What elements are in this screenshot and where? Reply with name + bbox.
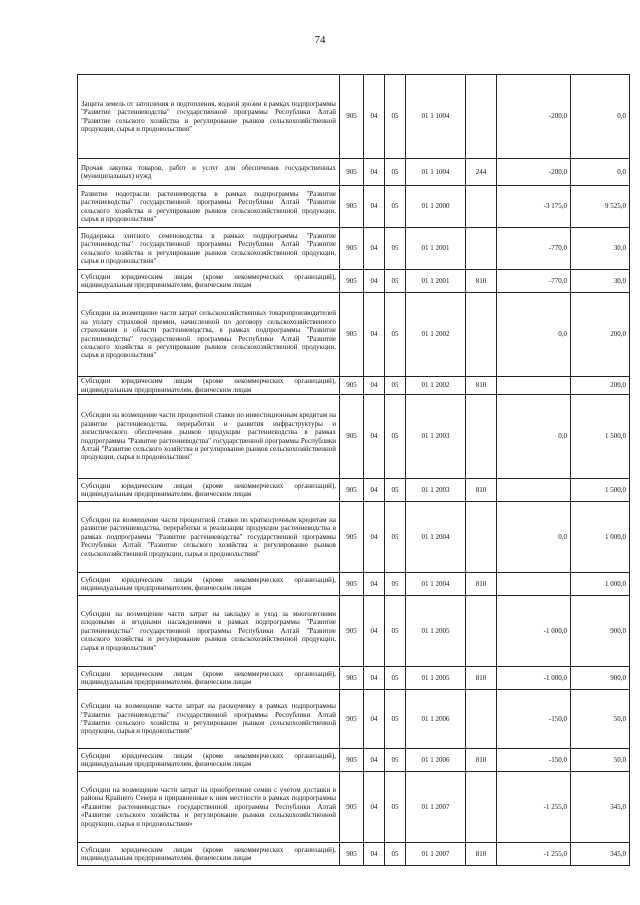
row-description: Поддержка элитного семеноводства в рамках подпрограммы "Развитие растениеводства" государственной программы Республики Алтай "Развитие сельского хозяйства и регулирование рынков сельскохозяйственной продукции, сырья и продовольствия" — [78, 228, 340, 270]
section-code: 04 — [364, 270, 385, 293]
section-code: 04 — [364, 293, 385, 377]
admin-code: 905 — [340, 270, 364, 293]
table-row — [78, 293, 630, 377]
table-row — [78, 186, 630, 228]
subsection-code: 05 — [385, 596, 406, 667]
row-description: Развитие подотрасли растениеводства в рамках подпрограммы "Развитие растениеводства" государственной программы Республики Алтай "Развитие сельского хозяйства и регулирование рынков сельскохозяйственной продукции, сырья и продовольствия" — [78, 186, 340, 228]
admin-code: 905 — [340, 749, 364, 772]
admin-code: 905 — [340, 667, 364, 690]
table-row — [78, 596, 630, 667]
section-code: 04 — [364, 690, 385, 749]
table-row — [78, 749, 630, 772]
admin-code: 905 — [340, 502, 364, 573]
row-description: Субсидии на возмещение части затрат сельскохозяйственных товаропроизводителей на уплату страховой премии, начисленной по договору сельскохозяйственного страхования в области растениеводства, в рамках подпрограммы "Развитие растениеводства" государственной программы Республики Алтай "Развитие сельского хозяйства и регулирование рынков сельскохозяйственной продукции, сырья и продовольствия" — [78, 293, 340, 377]
total-amount: 9 525,0 — [571, 186, 630, 228]
total-amount: 900,0 — [571, 596, 630, 667]
section-code: 04 — [364, 75, 385, 159]
total-amount: 50,0 — [571, 690, 630, 749]
subsection-code: 05 — [385, 667, 406, 690]
row-description: Субсидии юридическим лицам (кроме некоммерческих организаций), индивидуальным предпринимателям, физическим лицам — [78, 573, 340, 596]
target-article-code: 01 1 2006 — [406, 749, 466, 772]
table-row — [78, 772, 630, 843]
total-amount: 200,0 — [571, 293, 630, 377]
row-description: Субсидии юридическим лицам (кроме некоммерческих организаций), индивидуальным предпринимателям, физическим лицам — [78, 479, 340, 502]
total-amount: 900,0 — [571, 667, 630, 690]
row-description: Субсидии юридическим лицам (кроме некоммерческих организаций), индивидуальным предпринимателям, физическим лицам — [78, 749, 340, 772]
subsection-code: 05 — [385, 690, 406, 749]
table-row — [78, 377, 630, 395]
admin-code: 905 — [340, 228, 364, 270]
section-code: 04 — [364, 502, 385, 573]
expense-type-code: 810 — [466, 749, 497, 772]
admin-code: 905 — [340, 843, 364, 866]
total-amount: 1 500,0 — [571, 479, 630, 502]
admin-code: 905 — [340, 479, 364, 502]
target-article-code: 01 1 2005 — [406, 596, 466, 667]
total-amount: 30,0 — [571, 228, 630, 270]
section-code: 04 — [364, 749, 385, 772]
section-code: 04 — [364, 479, 385, 502]
change-amount — [497, 479, 571, 502]
expense-type-code — [466, 293, 497, 377]
admin-code: 905 — [340, 690, 364, 749]
subsection-code: 05 — [385, 749, 406, 772]
target-article-code: 01 1 2002 — [406, 293, 466, 377]
target-article-code: 01 1 2001 — [406, 270, 466, 293]
subsection-code: 05 — [385, 772, 406, 843]
target-article-code: 01 1 2007 — [406, 772, 466, 843]
total-amount: 50,0 — [571, 749, 630, 772]
subsection-code: 05 — [385, 843, 406, 866]
table-row — [78, 228, 630, 270]
change-amount: -1 255,0 — [497, 772, 571, 843]
change-amount: -1 000,0 — [497, 596, 571, 667]
table-row — [78, 573, 630, 596]
section-code: 04 — [364, 573, 385, 596]
subsection-code: 05 — [385, 479, 406, 502]
change-amount: -200,0 — [497, 75, 571, 159]
table-row — [78, 395, 630, 479]
total-amount: 0,0 — [571, 75, 630, 159]
target-article-code: 01 1 2004 — [406, 502, 466, 573]
target-article-code: 01 1 2006 — [406, 690, 466, 749]
target-article-code: 01 1 2003 — [406, 479, 466, 502]
section-code: 04 — [364, 186, 385, 228]
row-description: Субсидии юридическим лицам (кроме некоммерческих организаций), индивидуальным предпринимателям, физическим лицам — [78, 270, 340, 293]
change-amount: 0,0 — [497, 293, 571, 377]
admin-code: 905 — [340, 772, 364, 843]
table-body — [78, 75, 630, 866]
expense-type-code — [466, 502, 497, 573]
row-description: Субсидии на возмещение части затрат на приобретение семян с учетом доставки в районы Крайнего Севера и приравненные к ним местности в рамках подпрограммы «Развитие растениеводства» государственной программы Республики Алтай «Развитие сельского хозяйства и регулирование рынков сельскохозяйственной продукции, сырья и продовольствия» — [78, 772, 340, 843]
subsection-code: 05 — [385, 395, 406, 479]
subsection-code: 05 — [385, 228, 406, 270]
row-description: Защита земель от затопления и подтопления, водной эрозии в рамках подпрограммы "Развитие растениеводства" государственной программы Республики Алтай "Развитие сельского хозяйства и регулирование рынков сельскохозяйственной продукции, сырья и продовольствия" — [78, 75, 340, 159]
expense-type-code: 810 — [466, 667, 497, 690]
subsection-code: 05 — [385, 270, 406, 293]
expense-type-code: 810 — [466, 479, 497, 502]
target-article-code: 01 1 1004 — [406, 159, 466, 186]
target-article-code: 01 1 2003 — [406, 395, 466, 479]
change-amount: -200,0 — [497, 159, 571, 186]
admin-code: 905 — [340, 75, 364, 159]
total-amount: 1 000,0 — [571, 573, 630, 596]
row-description: Субсидии на возмещение части затрат на раскорчевку в рамках подпрограммы "Развитие растениеводства" государственной программы Республики Алтай "Развитие сельского хозяйства и регулирование рынков сельскохозяйственной продукции, сырья и продовольствия" — [78, 690, 340, 749]
change-amount — [497, 377, 571, 395]
target-article-code: 01 1 2007 — [406, 843, 466, 866]
section-code: 04 — [364, 159, 385, 186]
change-amount — [497, 573, 571, 596]
table-row — [78, 270, 630, 293]
section-code: 04 — [364, 596, 385, 667]
section-code: 04 — [364, 377, 385, 395]
expense-type-code — [466, 772, 497, 843]
section-code: 04 — [364, 395, 385, 479]
target-article-code: 01 1 2000 — [406, 186, 466, 228]
change-amount: -1 255,0 — [497, 843, 571, 866]
admin-code: 905 — [340, 186, 364, 228]
expense-type-code — [466, 596, 497, 667]
target-article-code: 01 1 2002 — [406, 377, 466, 395]
admin-code: 905 — [340, 573, 364, 596]
total-amount: 1 500,0 — [571, 395, 630, 479]
table-row — [78, 479, 630, 502]
row-description: Субсидии юридическим лицам (кроме некоммерческих организаций), индивидуальным предпринимателям, физическим лицам — [78, 667, 340, 690]
table-row — [78, 502, 630, 573]
subsection-code: 05 — [385, 186, 406, 228]
table-row — [78, 667, 630, 690]
target-article-code: 01 1 2004 — [406, 573, 466, 596]
target-article-code: 01 1 2001 — [406, 228, 466, 270]
admin-code: 905 — [340, 293, 364, 377]
admin-code: 905 — [340, 395, 364, 479]
change-amount: 0,0 — [497, 502, 571, 573]
row-description: Субсидии юридическим лицам (кроме некоммерческих организаций), индивидуальным предпринимателям, физическим лицам — [78, 377, 340, 395]
section-code: 04 — [364, 843, 385, 866]
subsection-code: 05 — [385, 75, 406, 159]
subsection-code: 05 — [385, 573, 406, 596]
expense-type-code: 244 — [466, 159, 497, 186]
total-amount: 1 000,0 — [571, 502, 630, 573]
row-description: Прочая закупка товаров, работ и услуг для обеспечения государственных (муниципальных) нужд — [78, 159, 340, 186]
target-article-code: 01 1 1004 — [406, 75, 466, 159]
table-row — [78, 75, 630, 159]
table-row — [78, 690, 630, 749]
change-amount: -770,0 — [497, 270, 571, 293]
change-amount: -150,0 — [497, 690, 571, 749]
total-amount: 30,0 — [571, 270, 630, 293]
admin-code: 905 — [340, 596, 364, 667]
row-description: Субсидии на возмещение части затрат на закладку и уход за многолетними плодовыми и ягодными насаждениями в рамках подпрограммы "Развитие растениеводства" государственной программы Республики Алтай "Развитие сельского хозяйства и регулирование рынков сельскохозяйственной продукции, сырья и продовольствия" — [78, 596, 340, 667]
admin-code: 905 — [340, 377, 364, 395]
row-description: Субсидии на возмещение части процентной ставки по краткосрочным кредитам на развитие растениеводства, переработки и реализации продукции растениеводства в рамках подпрограммы "Развитие растениеводства" государственной программы Республики Алтай "Развитие сельского хозяйства и регулирование рынков сельскохозяйственной продукции, сырья и продовольствия" — [78, 502, 340, 573]
target-article-code: 01 1 2005 — [406, 667, 466, 690]
section-code: 04 — [364, 667, 385, 690]
subsection-code: 05 — [385, 377, 406, 395]
change-amount: -3 175,0 — [497, 186, 571, 228]
subsection-code: 05 — [385, 159, 406, 186]
subsection-code: 05 — [385, 502, 406, 573]
change-amount: 0,0 — [497, 395, 571, 479]
subsection-code: 05 — [385, 293, 406, 377]
page-number: 74 — [314, 34, 326, 46]
row-description: Субсидии на возмещение части процентной ставки по инвестиционным кредитам на развитие растениеводства, переработки и развития инфраструктуры и логистического обеспечения рынков продукции растениеводства в рамках подпрограммы "Развитие растениеводства" государственной программы Республики Алтай "Развитие сельского хозяйства и регулирование рынков сельскохозяйственной продукции, сырья и продовольствия" — [78, 395, 340, 479]
expense-type-code: 810 — [466, 270, 497, 293]
total-amount: 0,0 — [571, 159, 630, 186]
expense-type-code — [466, 75, 497, 159]
expense-type-code — [466, 395, 497, 479]
expense-type-code: 810 — [466, 377, 497, 395]
row-description: Субсидии юридическим лицам (кроме некоммерческих организаций), индивидуальным предпринимателям, физическим лицам — [78, 843, 340, 866]
expense-type-code — [466, 186, 497, 228]
expense-type-code: 810 — [466, 573, 497, 596]
admin-code: 905 — [340, 159, 364, 186]
budget-table — [77, 74, 630, 866]
expense-type-code: 810 — [466, 843, 497, 866]
total-amount: 345,0 — [571, 843, 630, 866]
table-row — [78, 843, 630, 866]
section-code: 04 — [364, 228, 385, 270]
total-amount: 345,0 — [571, 772, 630, 843]
table-row — [78, 159, 630, 186]
section-code: 04 — [364, 772, 385, 843]
expense-type-code — [466, 228, 497, 270]
change-amount: -770,0 — [497, 228, 571, 270]
change-amount: -150,0 — [497, 749, 571, 772]
expense-type-code — [466, 690, 497, 749]
change-amount: -1 000,0 — [497, 667, 571, 690]
total-amount: 200,0 — [571, 377, 630, 395]
